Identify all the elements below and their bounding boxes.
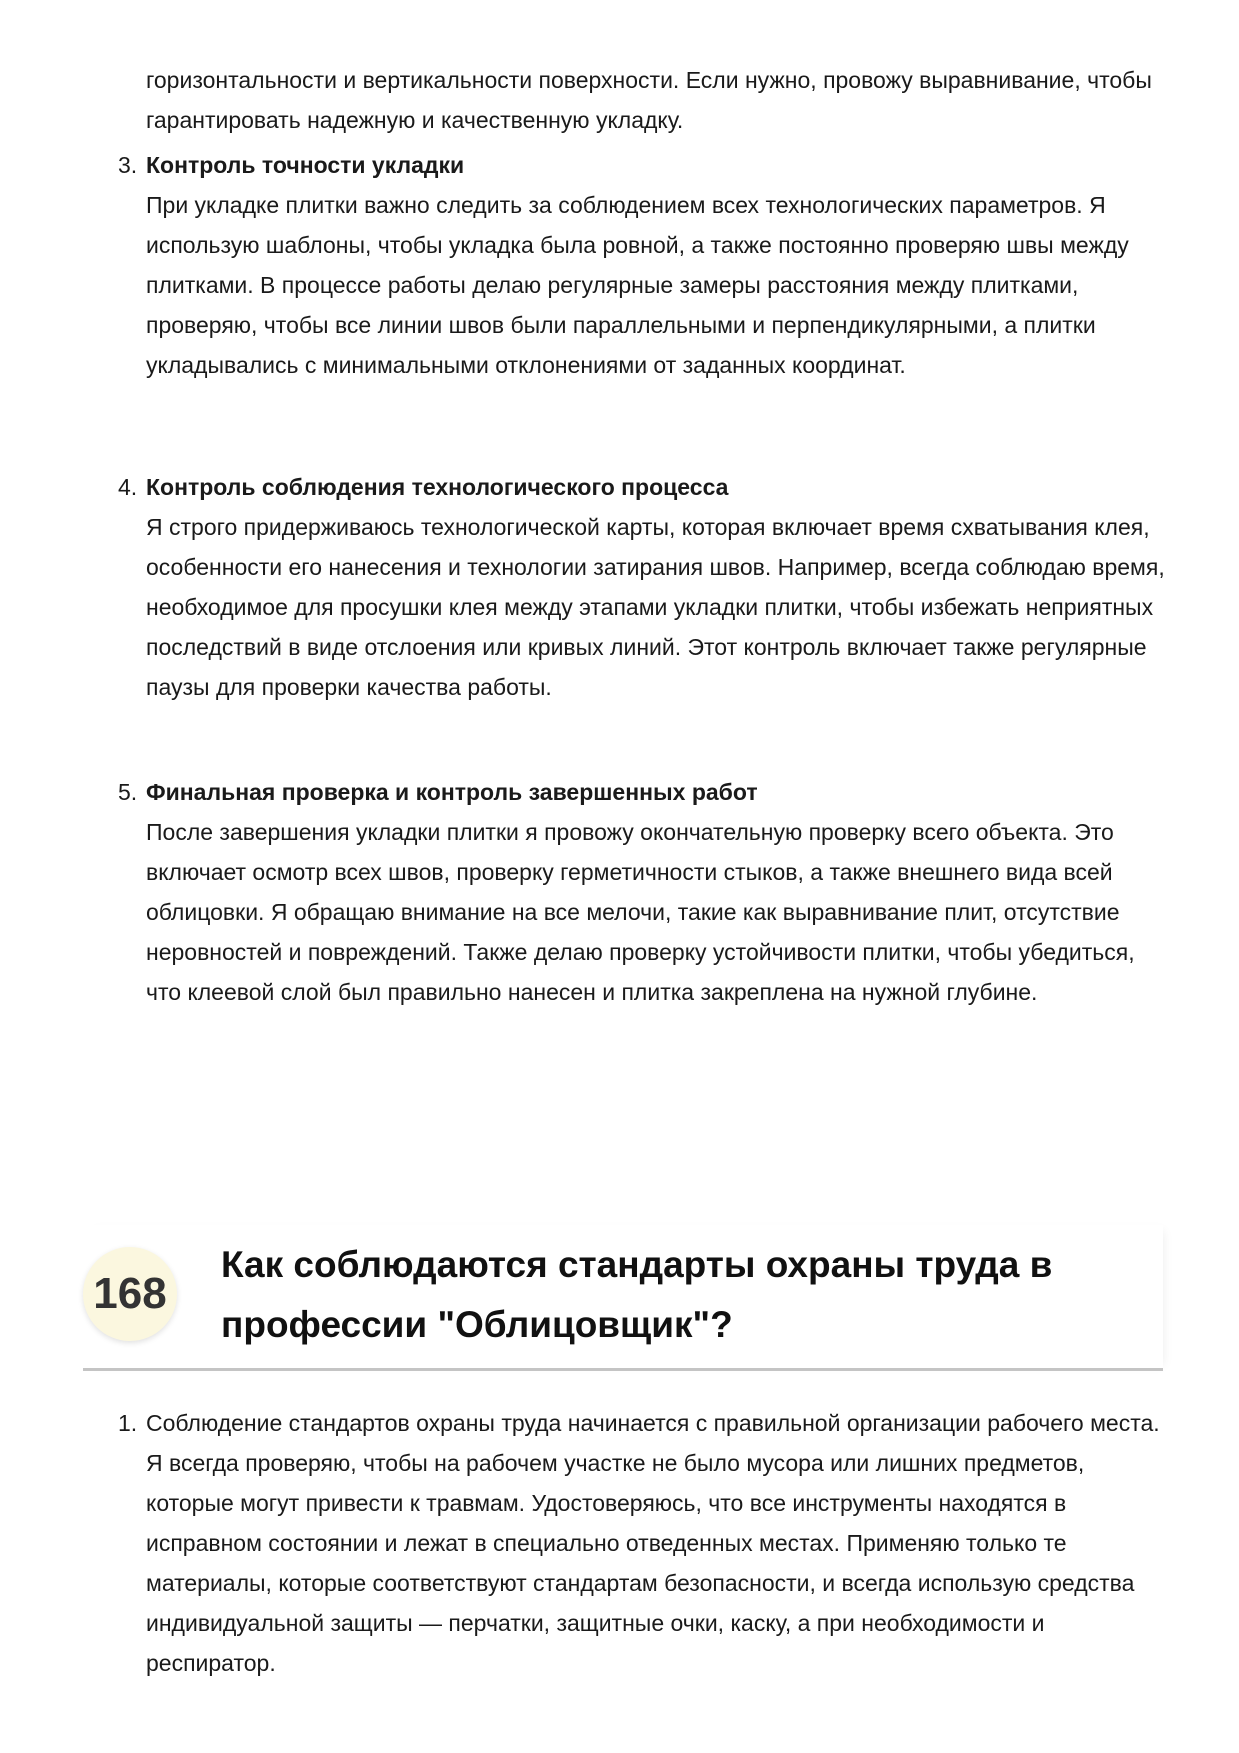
list-item <box>104 467 1170 707</box>
list-item <box>104 145 1170 385</box>
list-item <box>104 772 1170 1012</box>
list-item-body: Соблюдение стандартов охраны труда начинается с правильной организации рабочего места. Я всегда проверяю, чтобы на рабочем участке не было мусора или лишних предметов, которые могут привести к травмам. Удостоверяюсь, что все инструменты находятся в исправном состоянии и лежат в специально отведенных местах. Применяю только те материалы, которые соответствуют стандартам безопасности, и всегда использую средства индивидуальной защиты — перчатки, защитные очки, каску, а при необходимости и респиратор. <box>146 1410 1160 1676</box>
list-item-number: 4. <box>118 474 138 500</box>
list-item-body: После завершения укладки плитки я провожу окончательную проверку всего объекта. Это включает осмотр всех швов, проверку герметичности стыков, а также внешнего вида всей облицовки. Я обращаю внимание на все мелочи, такие как выравнивание плит, отсутствие неровностей и повреждений. Также делаю проверку устойчивости плитки, чтобы убедиться, что клеевой слой был правильно нанесен и плитка закреплена на нужной глубине. <box>146 819 1135 1005</box>
section-header <box>83 1225 1163 1371</box>
list-item-body: Я строго придерживаюсь технологической карты, которая включает время схватывания клея, особенности его нанесения и технологии затирания швов. Например, всегда соблюдаю время, необходимое для просушки клея между этапами укладки плитки, чтобы избежать неприятных последствий в виде отслоения или кривых линий. Этот контроль включает также регулярные паузы для проверки качества работы. <box>146 514 1165 700</box>
list-item-number: 3. <box>118 152 138 178</box>
section-title: Как соблюдаются стандарты охраны труда в профессии "Облицовщик"? <box>221 1244 1053 1345</box>
list-item-title: Финальная проверка и контроль завершенных работ <box>146 779 758 805</box>
list-item-title: Контроль точности укладки <box>146 152 465 178</box>
list-item-number: 5. <box>118 779 138 805</box>
section-number-badge: 168 <box>83 1247 177 1341</box>
list-item-number: 1. <box>118 1410 138 1436</box>
list-item-body: При укладке плитки важно следить за соблюдением всех технологических параметров. Я использую шаблоны, чтобы укладка была ровной, а также постоянно проверяю швы между плитками. В процессе работы делаю регулярные замеры расстояния между плитками, проверяю, чтобы все линии швов были параллельными и перпендикулярными, а плитки укладывались с минимальными отклонениями от заданных координат. <box>146 192 1129 378</box>
list-item-title: Контроль соблюдения технологического процесса <box>146 474 729 500</box>
list-item <box>104 1403 1170 1683</box>
intro-paragraph: горизонтальности и вертикальности поверхности. Если нужно, провожу выравнивание, чтобы гарантировать надежную и качественную укладку. <box>146 67 1152 133</box>
